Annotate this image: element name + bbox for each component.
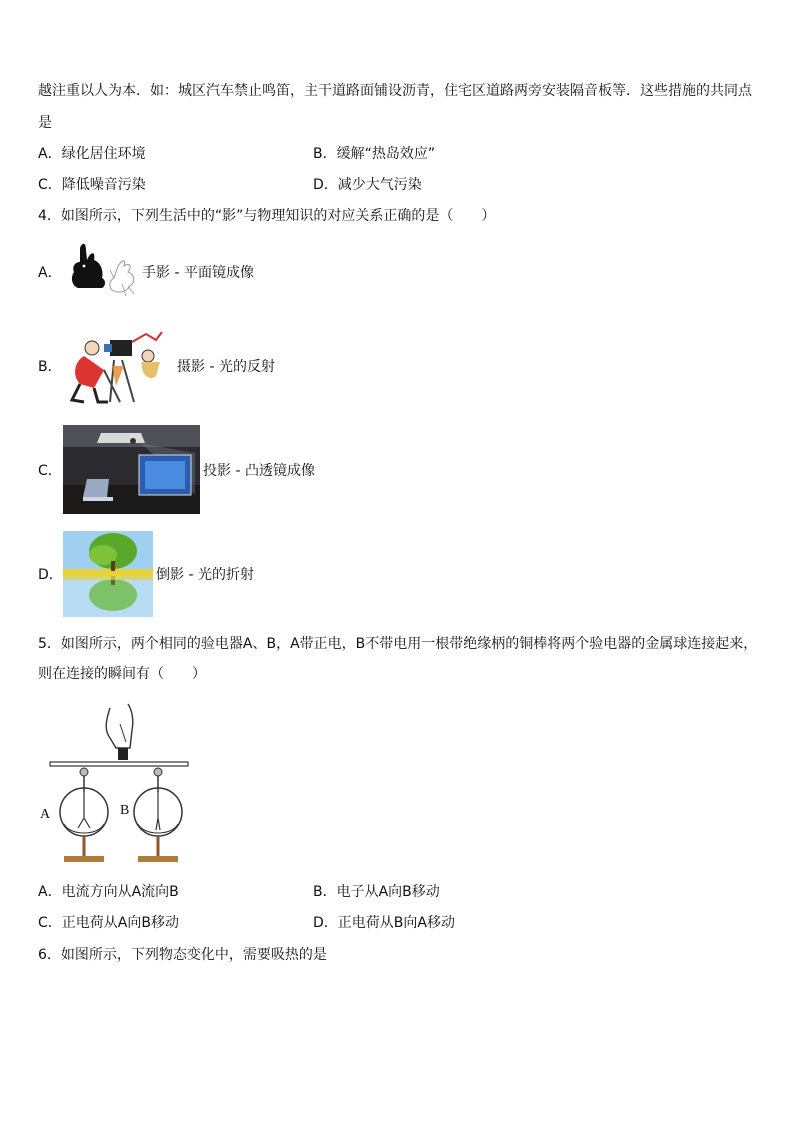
electroscope-b-label: B [120, 803, 130, 818]
q4-option-a-text: 手影 - 平面镜成像 [142, 265, 254, 281]
electroscope-a-label: A [40, 807, 51, 822]
q5-option-b: B．电子从A向B移动 [313, 884, 440, 900]
rabbit-shadow-icon [66, 240, 142, 302]
tree-reflection-icon [63, 531, 153, 617]
q3-stem-line2: 是 [38, 115, 52, 131]
q4-stem: 4．如图所示，下列生活中的“影”与物理知识的对应关系正确的是（ ） [38, 208, 496, 224]
q4-option-c-text: 投影 - 凸透镜成像 [203, 463, 315, 479]
q3-stem-line1: 越注重以人为本．如：城区汽车禁止鸣笛，主干道路面铺设沥青，住宅区道路两旁安装隔音板等．这些措施的共同点 [38, 83, 752, 99]
photographer-icon [64, 326, 174, 406]
q5-option-a: A．电流方向从A流向B [38, 884, 179, 900]
electroscope-figure [40, 700, 190, 870]
q4-option-d-label: D． [38, 567, 63, 583]
q3-option-b: B．缓解“热岛效应” [313, 146, 436, 162]
q5-stem-line2: 则在连接的瞬间有（ ） [38, 666, 206, 682]
q4-option-b-text: 摄影 - 光的反射 [177, 359, 275, 375]
q3-option-d: D．减少大气污染 [313, 177, 422, 193]
q5-option-c: C．正电荷从A向B移动 [38, 915, 179, 931]
q4-option-a-label: A． [38, 265, 62, 281]
q4-option-d-text: 倒影 - 光的折射 [156, 567, 254, 583]
q4-option-b-label: B． [38, 359, 62, 375]
q4-option-c-label: C． [38, 463, 62, 479]
q3-option-c: C．降低噪音污染 [38, 177, 146, 193]
projector-icon [63, 425, 200, 514]
q5-option-d: D．正电荷从B向A移动 [313, 915, 455, 931]
q5-stem-line1: 5．如图所示，两个相同的验电器A、B，A带正电，B不带电用一根带绝缘柄的铜棒将两个验电器的金属球连接起来， [38, 636, 758, 652]
q3-option-a: A．绿化居住环境 [38, 146, 146, 162]
q6-stem: 6．如图所示，下列物态变化中，需要吸热的是 [38, 947, 327, 963]
